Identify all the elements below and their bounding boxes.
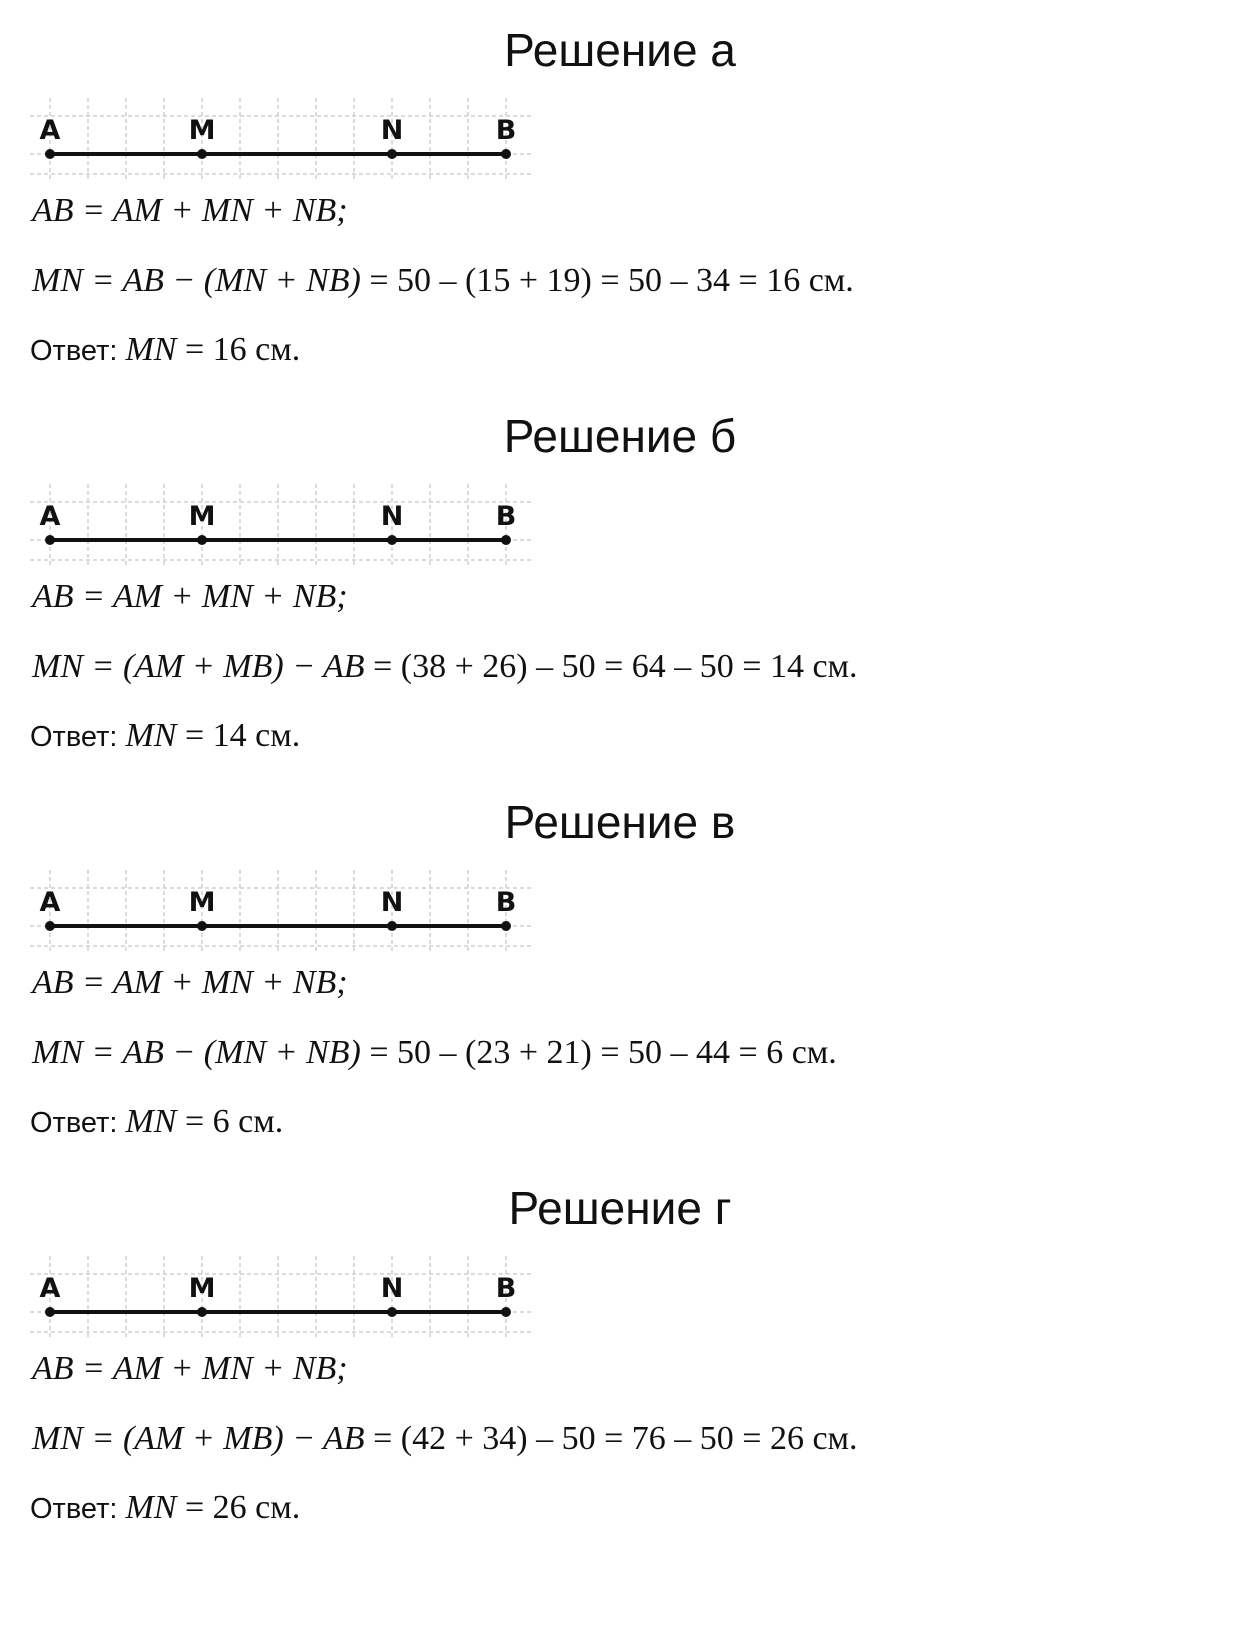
point-label-m: M: [188, 887, 216, 918]
grid-background: [30, 98, 532, 180]
equation-sum: AB = AM + MN + NB;: [32, 1350, 348, 1387]
point-label-n: N: [380, 887, 404, 918]
equation-calc: MN = (AM + MB) − AB = (42 + 34) – 50 = 76 – 50 = 26 см.: [32, 1420, 858, 1457]
answer-line: Ответ: MN = 16 см.: [30, 331, 301, 368]
answer-line: Ответ: MN = 14 см.: [30, 717, 301, 754]
segment-diagram: [26, 482, 546, 568]
equation-sum: AB = AM + MN + NB;: [32, 578, 348, 615]
equation-calc: MN = (AM + MB) − AB = (38 + 26) – 50 = 64 – 50 = 14 см.: [32, 648, 858, 685]
point-dot: [45, 535, 55, 545]
point-dot: [45, 149, 55, 159]
point-label-m: M: [188, 1273, 216, 1304]
equation-calc: MN = AB − (MN + NB) = 50 – (15 + 19) = 50 – 34 = 16 см.: [32, 262, 854, 299]
solution-section-c: [0, 772, 1240, 1172]
point-dot: [501, 921, 511, 931]
grid-background: [30, 1256, 532, 1338]
segment-diagram: [26, 96, 546, 182]
solution-section-d: [0, 1158, 1240, 1558]
point-label-b: B: [495, 1273, 517, 1304]
solution-section-a: [0, 0, 1240, 400]
point-label-b: B: [495, 887, 517, 918]
segment-diagram: [26, 1254, 546, 1340]
point-label-m: M: [188, 501, 216, 532]
point-label-b: B: [495, 501, 517, 532]
section-title: Решение а: [504, 24, 736, 76]
section-title: Решение б: [503, 410, 737, 462]
point-dot: [45, 921, 55, 931]
point-dot: [501, 149, 511, 159]
segment-diagram: [26, 868, 546, 954]
point-label-m: M: [188, 115, 216, 146]
point-dot: [387, 1307, 397, 1317]
point-dot: [197, 149, 207, 159]
point-dot: [197, 1307, 207, 1317]
answer-line: Ответ: MN = 6 см.: [30, 1103, 284, 1140]
point-dot: [501, 535, 511, 545]
equation-sum: AB = AM + MN + NB;: [32, 964, 348, 1001]
point-dot: [387, 149, 397, 159]
point-label-n: N: [380, 501, 404, 532]
point-label-a: A: [39, 887, 61, 918]
grid-background: [30, 484, 532, 566]
point-label-a: A: [39, 1273, 61, 1304]
point-label-a: A: [39, 115, 61, 146]
solution-section-b: [0, 386, 1240, 786]
point-dot: [197, 535, 207, 545]
answer-line: Ответ: MN = 26 см.: [30, 1489, 301, 1526]
equation-calc: MN = AB − (MN + NB) = 50 – (23 + 21) = 50 – 44 = 6 см.: [32, 1034, 837, 1071]
section-title: Решение г: [508, 1182, 732, 1234]
point-dot: [45, 1307, 55, 1317]
point-dot: [197, 921, 207, 931]
point-label-a: A: [39, 501, 61, 532]
point-label-b: B: [495, 115, 517, 146]
point-label-n: N: [380, 1273, 404, 1304]
section-title: Решение в: [504, 796, 736, 848]
point-dot: [387, 535, 397, 545]
point-dot: [387, 921, 397, 931]
point-dot: [501, 1307, 511, 1317]
grid-background: [30, 870, 532, 952]
point-label-n: N: [380, 115, 404, 146]
equation-sum: AB = AM + MN + NB;: [32, 192, 348, 229]
